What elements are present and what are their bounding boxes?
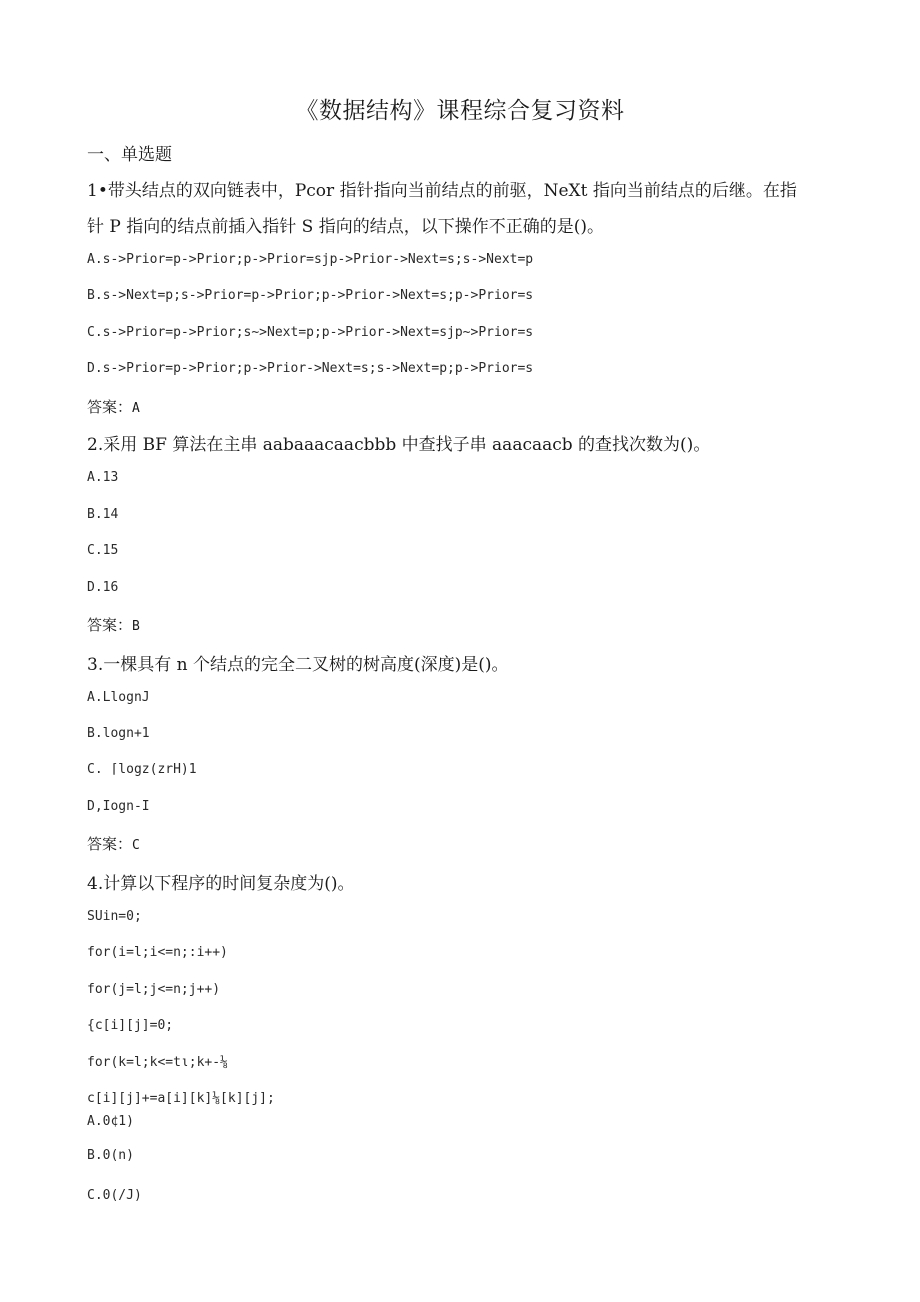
question-1-option-d: D.s->Prior=p->Prior;p->Prior->Next=s;s->Next=p;p->Prior=s xyxy=(87,361,534,376)
question-2-option-a: A.13 xyxy=(87,470,119,485)
question-1-option-b: B.s->Next=p;s->Prior=p->Prior;p->Prior->Next=s;p->Prior=s xyxy=(87,288,534,303)
question-1-option-c: C.s->Prior=p->Prior;s~>Next=p;p->Prior->Next=sjp~>Prior=s xyxy=(87,325,534,340)
question-4-option-a: A.0¢1) xyxy=(87,1114,134,1129)
question-4-option-c: C.0(/J) xyxy=(87,1188,142,1203)
document-title: 《数据结构》课程综合复习资料 xyxy=(295,98,625,124)
question-2-option-d: D.16 xyxy=(87,580,119,595)
code-line: SUin=0; xyxy=(87,909,142,924)
code-line: for(j=l;j<=n;j++) xyxy=(87,982,221,997)
question-2-text: 2.采用 BF 算法在主串 aabaaacaacbbb 中查找子串 aaacaacb 的查找次数为()。 xyxy=(87,435,711,455)
question-4-text: 4.计算以下程序的时间复杂度为()。 xyxy=(87,874,355,894)
code-line: for(k=l;k<=tι;k+-⅛ xyxy=(87,1055,228,1070)
question-3-option-b: B.logn+1 xyxy=(87,726,150,741)
question-3-text: 3.一棵具有 n 个结点的完全二叉树的树高度(深度)是()。 xyxy=(87,655,509,675)
answer-label: 答案： xyxy=(87,398,133,416)
question-2-option-b: B.14 xyxy=(87,507,119,522)
code-line: c[i][j]+=a[i][k]⅛[k][j]; xyxy=(87,1091,275,1106)
question-1-text-line2: 针 P 指向的结点前插入指针 S 指向的结点，以下操作不正确的是()。 xyxy=(87,217,604,237)
code-line: {c[i][j]=0; xyxy=(87,1018,174,1033)
question-3-option-c: C. ⌈logz(zrH)1 xyxy=(87,762,197,777)
question-3-option-a: A.LlognJ xyxy=(87,690,150,705)
answer-label: 答案： xyxy=(87,835,133,853)
question-1-answer xyxy=(87,396,140,417)
answer-value: C xyxy=(132,838,140,853)
question-2-answer xyxy=(87,614,140,635)
code-line: for(i=l;i<=n;:i++) xyxy=(87,945,228,960)
question-4-option-b: B.0(n) xyxy=(87,1148,134,1163)
section-heading: 一、单选题 xyxy=(87,145,172,165)
question-1-text-line1: 1•带头结点的双向链表中，Pcor 指针指向当前结点的前驱，NeXt 指向当前结点的后继。在指 xyxy=(87,181,797,201)
question-2-option-c: C.15 xyxy=(87,543,119,558)
answer-value: A xyxy=(132,401,140,416)
answer-value: B xyxy=(132,619,140,634)
answer-label: 答案： xyxy=(87,616,133,634)
question-3-option-d: D,Iogn-I xyxy=(87,799,150,814)
question-3-answer xyxy=(87,833,140,854)
question-1-option-a: A.s->Prior=p->Prior;p->Prior=sjp->Prior->Next=s;s->Next=p xyxy=(87,252,534,267)
